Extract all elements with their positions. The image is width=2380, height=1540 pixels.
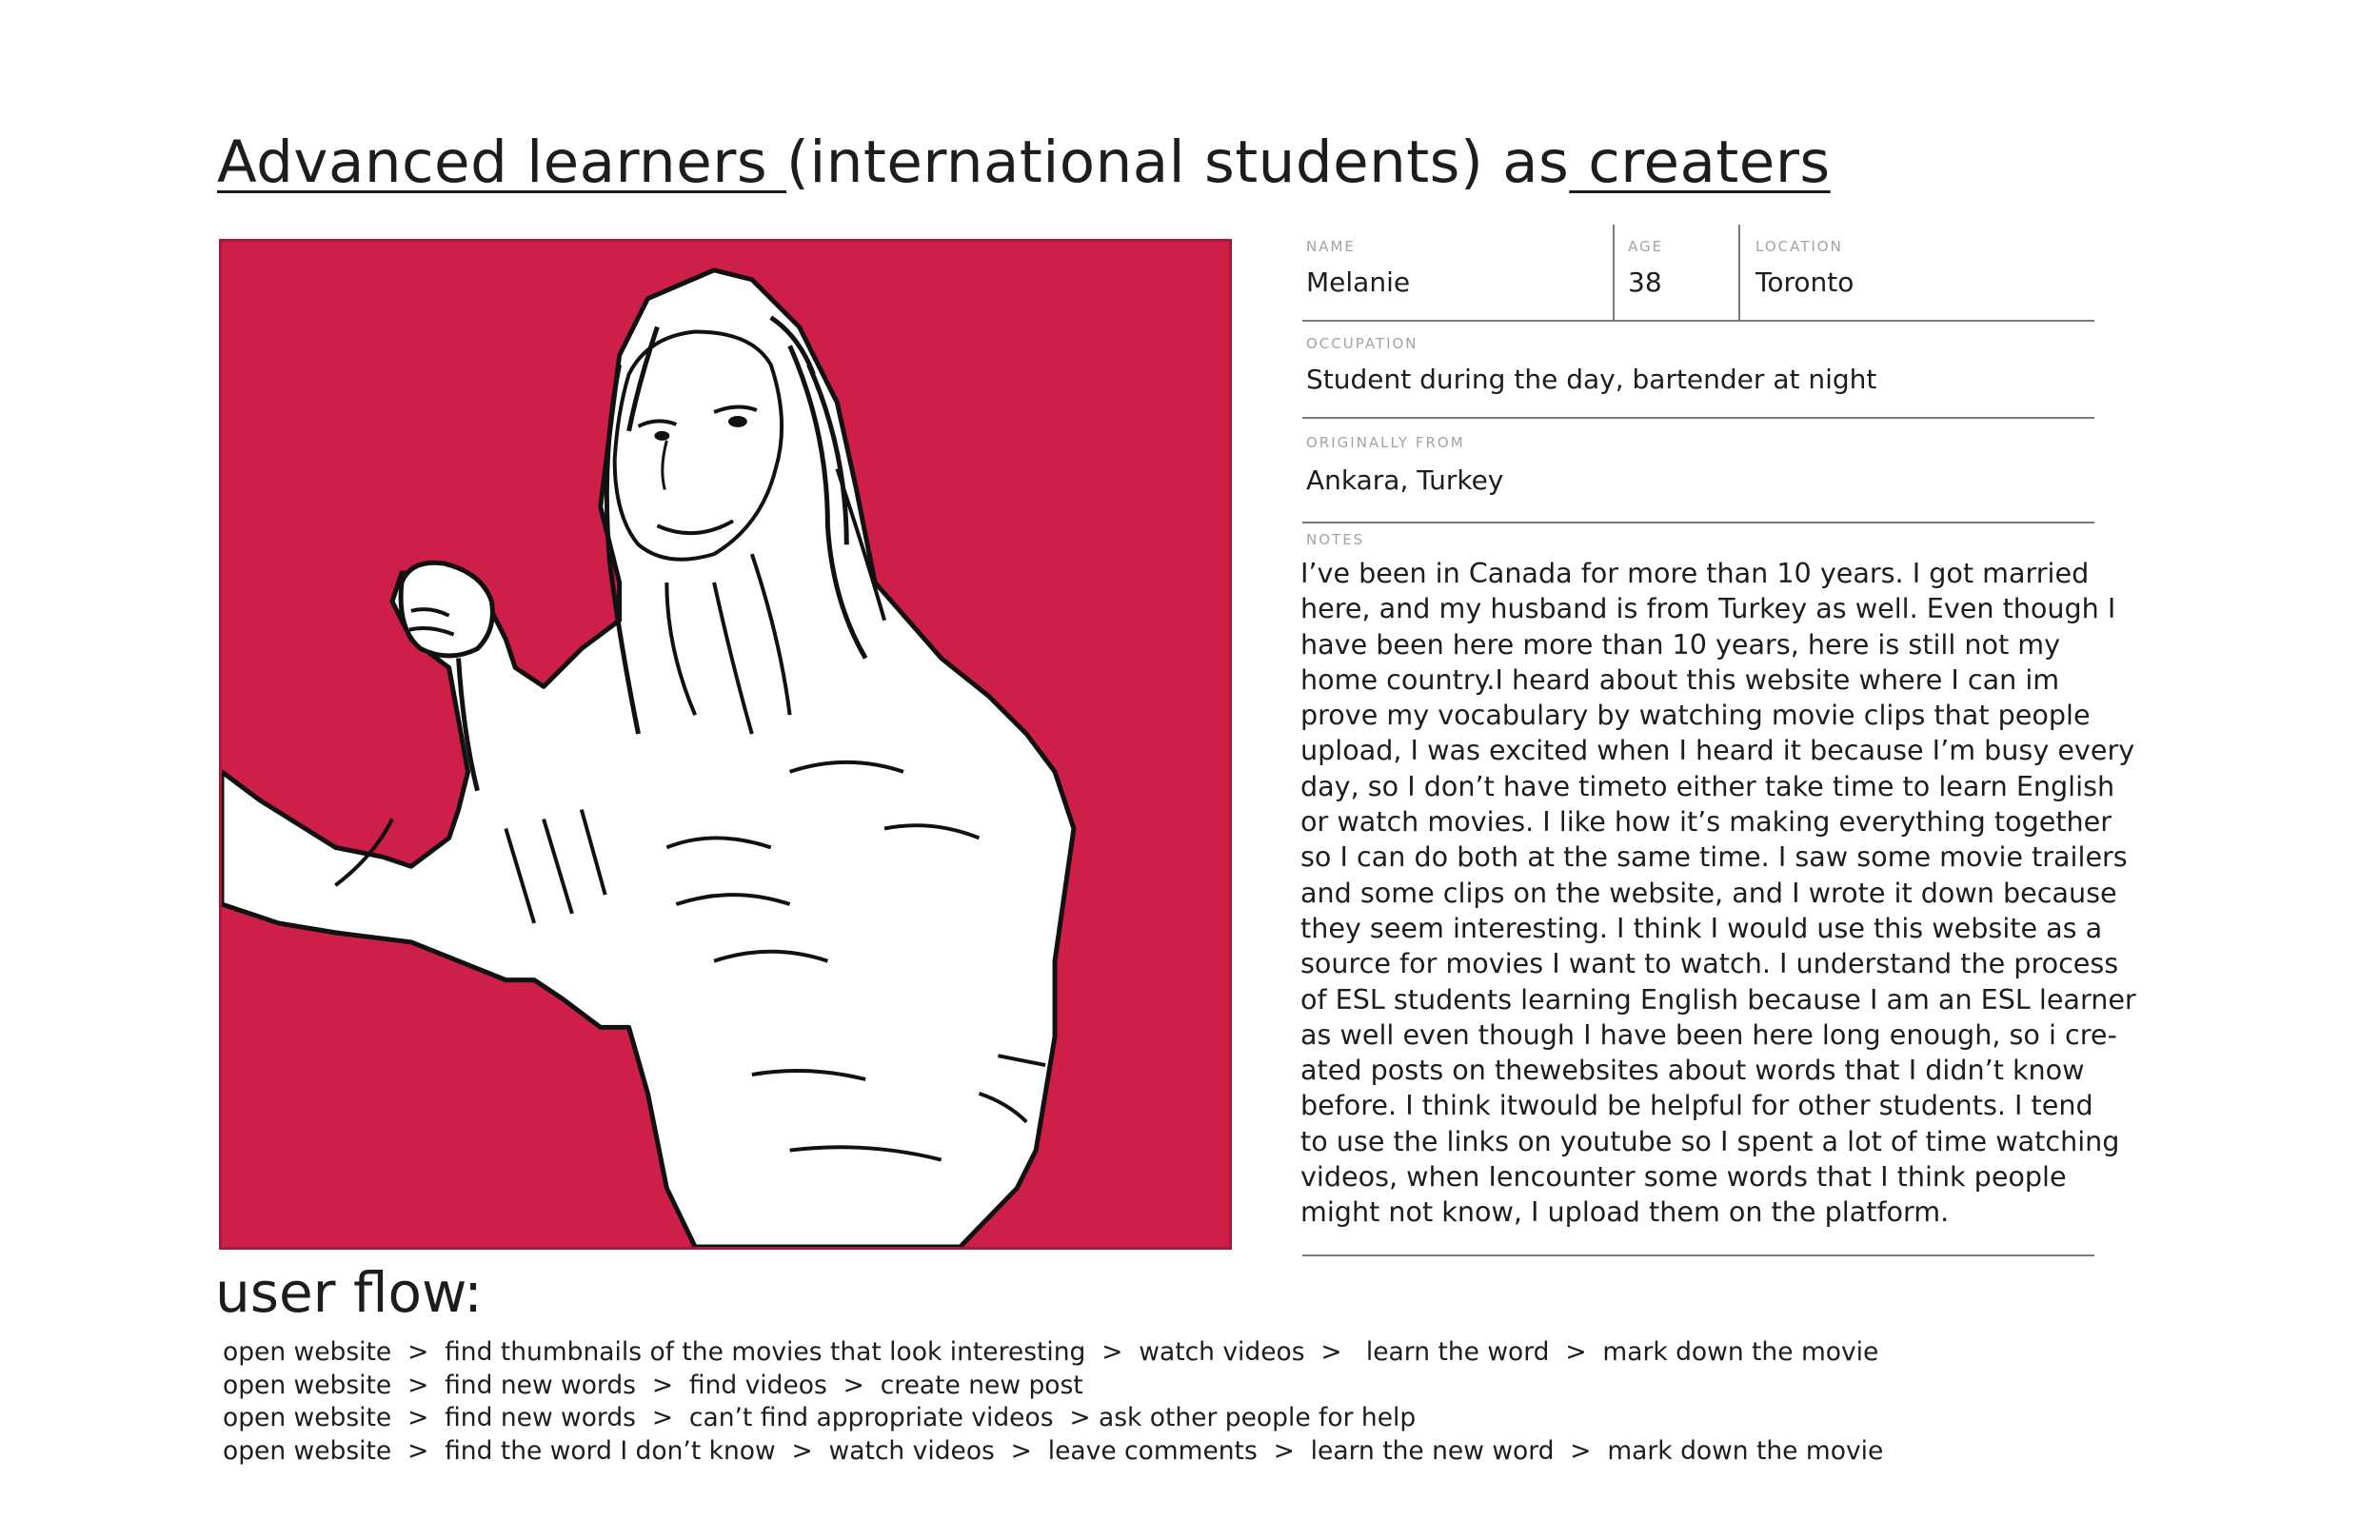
notes-line: they seem interesting. I think I would use this website as a: [1300, 911, 2103, 944]
name-label: NAME: [1306, 238, 1356, 255]
notes-line: or watch movies. I like how it’s making everything together: [1300, 805, 2112, 839]
occupation-value: Student during the day, bartender at night: [1306, 364, 1877, 395]
age-label: AGE: [1628, 238, 1664, 255]
user-flow-list: [223, 1336, 1883, 1469]
user-flow-item: open website > find new words > can’t find appropriate videos > ask other people for help: [223, 1403, 1417, 1433]
basic-info-row: [1302, 225, 2094, 322]
notes-line: day, so I don’t have timeto either take time to learn English: [1300, 769, 2115, 802]
occupation-label: OCCUPATION: [1306, 335, 1418, 352]
notes-line: here, and my husband is from Turkey as well. Even though I: [1300, 592, 2116, 625]
notes-line: home country.I heard about this website where I can im: [1300, 662, 2060, 696]
location-value: Toronto: [1755, 267, 1854, 298]
title-advanced-learners: Advanced learners: [217, 128, 787, 196]
user-flow-item: open website > find the word I don’t know > watch videos > leave comments > learn the new word > mark down the movie: [223, 1436, 1884, 1467]
location-cell: [1740, 225, 2094, 320]
notes-line: upload, I was excited when I heard it because I’m busy every: [1300, 734, 2135, 767]
age-cell: [1615, 225, 1740, 320]
notes-line: I’ve been in Canada for more than 10 years. I got married: [1300, 557, 2090, 589]
title-international-students: (international students) as: [786, 128, 1570, 196]
notes-line: as well even though I have been here long enough, so i cre-: [1300, 1017, 2117, 1051]
notes-line: have been here more than 10 years, here is still not my: [1300, 627, 2061, 661]
notes-line: before. I think itwould be helpful for other students. I tend: [1300, 1089, 2093, 1122]
notes-row: [1300, 523, 2136, 1256]
page-title: [217, 122, 1831, 204]
user-flow-item: open website > find new words > find videos > create new post: [223, 1370, 1083, 1400]
occupation-row: [1302, 322, 2094, 419]
notes-label: NOTES: [1306, 531, 1365, 548]
title-creaters: creaters: [1569, 128, 1831, 196]
notes-line: so I can do both at the same time. I saw some movie trailers: [1300, 840, 2128, 874]
notes-line: of ESL students learning English because I am an ESL learner: [1300, 982, 2136, 1016]
notes-text: [1300, 556, 2136, 1231]
notes-line: videos, when Iencounter some words that I think people: [1300, 1160, 2067, 1194]
age-value: 38: [1628, 267, 1662, 298]
name-value: Melanie: [1306, 267, 1411, 298]
persona-card: [1300, 225, 2136, 1256]
notes-line: source for movies I want to watch. I understand the process: [1300, 947, 2119, 980]
notes-line: to use the links on youtube so I spent a lot of time watching: [1300, 1124, 2120, 1157]
origin-row: [1302, 419, 2094, 523]
notes-line: might not know, I upload them on the platform.: [1300, 1195, 1950, 1229]
origin-label: ORIGINALLY FROM: [1306, 434, 1465, 451]
user-flow-title: user flow:: [215, 1260, 483, 1325]
name-cell: [1302, 225, 1615, 320]
user-flow-item: open website > find thumbnails of the movies that look interesting > watch videos > learn the word > mark down the movie: [223, 1337, 1879, 1367]
location-label: LOCATION: [1755, 238, 1843, 255]
notes-line: prove my vocabulary by watching movie clips that people: [1300, 699, 2091, 732]
notes-line: and some clips on the website, and I wrote it down because: [1300, 876, 2117, 909]
notes-line: ated posts on thewebsites about words that I didn’t know: [1300, 1054, 2085, 1087]
origin-value: Ankara, Turkey: [1306, 464, 1504, 496]
persona-illustration: [219, 239, 1232, 1250]
persona-line-drawing: [222, 242, 1229, 1247]
